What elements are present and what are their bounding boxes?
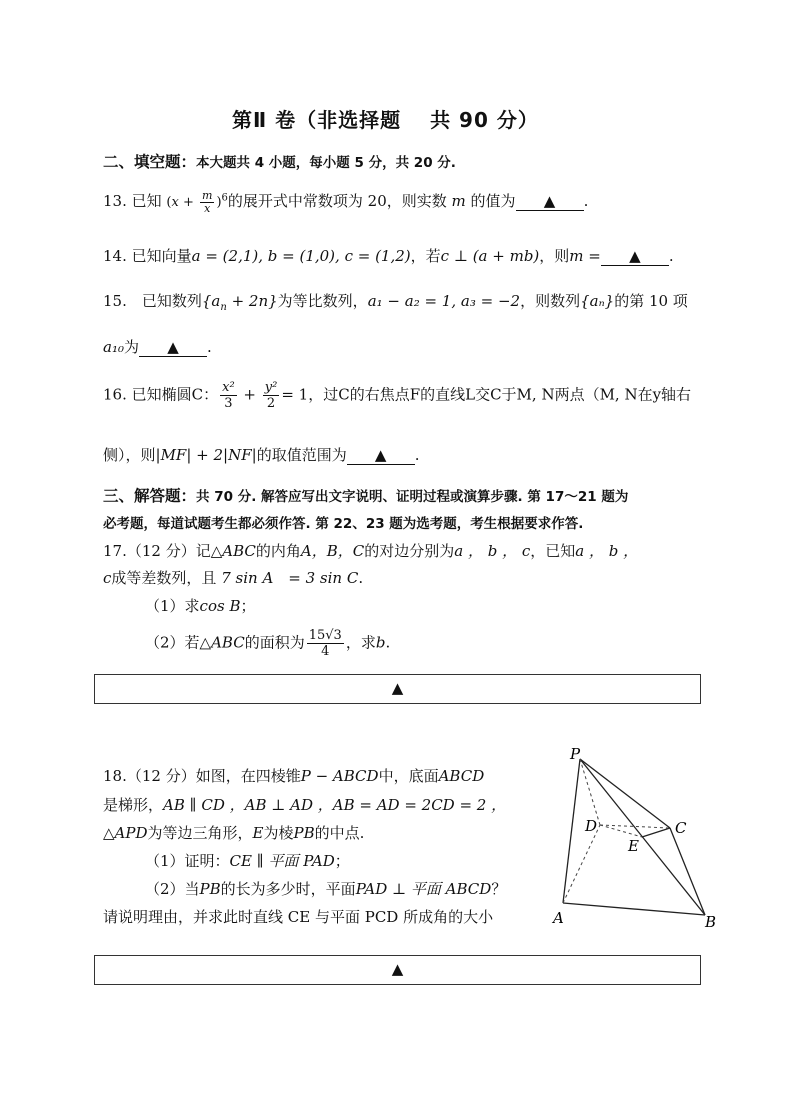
q13-exponent: 6 [221,192,228,204]
q15-seq1 [201,292,278,313]
q17-part2-label: （2）若△ [145,633,212,652]
section-3-heading: 三、解答题： [103,487,197,505]
section-2-header [103,150,456,172]
q14-tail: ，则 [539,247,570,265]
q17-answer-box[interactable] [94,674,701,704]
edge-AD [563,825,600,903]
label-A: A [553,909,564,927]
label-E: E [628,837,639,855]
q13-prefix: 13. 已知 [103,192,162,210]
q18-line2-math: AB ∥ CD ，AB ⊥ AD ，AB = AD = 2CD = 2 ， [163,796,507,814]
q18-line1b: 中，底面 [378,767,439,785]
q15-condition: a₁ − a₂ = 1, a₃ = −2 [367,292,521,310]
q15-text1: 为等比数列， [277,292,368,310]
q18-line2: 是梯形， [103,796,164,814]
label-P: P [570,745,581,763]
q16-triangle-mark: ▲ [374,446,387,464]
question-17-line2 [103,567,363,588]
q13-tail: 的值为 [470,192,516,210]
question-17-part1 [145,595,255,616]
q18-answer-box[interactable] [94,955,701,985]
q18-triangle-mark: ▲ [391,960,404,979]
q15-seq1-tail: + 2n} [226,292,278,310]
q17-abc: ABC [222,542,256,560]
q17-part2-text: 的面积为 [244,633,305,652]
q18-line1: 18.（12 分）如图，在四棱锥 [103,767,301,785]
q15-prefix: 15. 已知数列 [103,292,202,310]
q16-frac-y-num: y² [264,380,278,395]
question-16: 16. 已知椭圆C： $\frac{\text{x²}}{3}$ + $\frac{\text{y²}}{2}$ = 1，过C的右焦点F的直线L交C于M, N两点（M, N在y轴右 [103,380,692,411]
q18-part2-math: PAD ⊥ 平面 ABCD [355,880,492,898]
q15-triangle-mark: ▲ [167,338,179,356]
q13-var: m [451,192,466,210]
question-18 [103,765,484,786]
q17-part1-tail: ； [240,597,256,615]
question-18-part2 [145,878,506,899]
q17-line2b: 成等差数列，且 [111,569,217,587]
q18-pb: PB [293,824,315,842]
q13-frac-num: m [202,189,213,202]
q13-fraction [200,190,214,215]
question-15-line2: a₁₀为 ▲ . [103,338,212,356]
q14-cond-prefix: ，若 [410,247,441,265]
q17-part2-var: b [375,633,386,652]
q18-pyramid: P − ABCD [300,767,379,785]
q14-condition: c ⊥ (a + mb) [440,247,540,265]
label-C: C [675,819,687,837]
q14-triangle-mark: ▲ [629,247,641,265]
question-15 [103,290,688,313]
q13-text: 的展开式中常数项为 20，则实数 [227,192,447,210]
q15-seq1-sub: n [220,302,227,313]
q17-part1-expr: cos B [199,597,241,615]
q17-line1d: ，已知 [530,542,576,560]
segment-CE [642,828,670,837]
q15-seq2: {aₙ} [580,292,615,310]
q18-part1-label: （1）证明： [145,852,230,870]
q16-eq: = 1 [281,385,309,404]
q18-e: E [252,824,264,842]
q16-frac-x-num: x² [222,380,235,395]
label-B: B [705,913,717,931]
edge-CB [670,828,705,915]
q18-part2-text: 的长为多少时，平面 [220,880,356,898]
q17-line1: 17.（12 分）记△ [103,542,223,560]
q14-vectors: a = (2,1), b = (1,0), c = (1,2) [191,247,411,265]
pyramid-figure [545,745,725,935]
q18-base: ABCD [438,767,485,785]
q14-prefix: 14. 已知向量 [103,247,192,265]
q16-text1: ，过C的右焦点F的直线L交C于M, N两点（M, N在y轴右 [308,385,692,404]
question-13: 13. 已知 (x + $\frac{m}{x}$ )$^6$的展开式中常数项为 20，则实数 m 的值为 ▲ . [103,189,589,215]
question-17 [103,540,638,561]
q15-a10: a₁₀ [103,338,124,356]
q18-part1-math: CE ∥ 平面 PAD [229,852,335,870]
q16-frac-y [263,380,280,411]
q16-frac-y-den: 2 [266,396,276,411]
question-18-line3 [103,822,364,843]
question-16-line2: 侧），则|MF| + 2|NF|的取值范围为 ▲ . [103,446,420,464]
question-18-line2 [103,794,506,815]
q17-line2c: . [358,569,364,587]
q18-line3c: 的中点. [314,824,365,842]
q17-equation: 7 sin A = 3 sin C [221,569,359,587]
q18-part1-tail: ； [334,852,350,870]
edge-PD [580,759,600,825]
q18-part2-pb: PB [199,880,221,898]
segment-DE [600,825,642,837]
q17-line1b: 的内角 [255,542,301,560]
question-17-part2 [145,628,390,659]
q17-line2a: c [103,569,112,587]
q16-text3: 的取值范围为 [256,446,347,464]
q18-line3-math: △APD [103,824,148,842]
q17-sides2: a ， b ， [575,542,639,560]
q17-area-fraction [307,628,344,659]
question-18-line-last: 请说明理由，并求此时直线 CE 与平面 PCD 所成角的大小 [103,908,494,926]
label-D: D [585,817,598,835]
q15-seq1-a: {a [201,292,221,310]
question-14: 14. 已知向量a = (2,1), b = (1,0), c = (1,2)，若c ⊥ (a + mb)，则m = ▲ . [103,247,674,265]
q18-part2-tail: ？ [491,880,507,898]
section-3-header [103,484,628,506]
q13-triangle-mark: ▲ [543,192,556,210]
q16-prefix: 16. 已知椭圆C： [103,385,219,404]
q17-area-den: 4 [321,644,330,659]
q13-frac-den: x [204,202,211,215]
q15-text4: 为 [123,338,139,356]
section-3-note-2: 必考题，每道试题考生都必须作答. 第 22、23 题为选考题，考生根据要求作答. [103,516,584,532]
q16-frac-x-den: 3 [224,396,233,411]
q15-text3: 的第 10 项 [614,292,688,310]
section-2-heading: 二、填空题： [103,153,197,171]
section-3-note-1: 共 70 分. 解答应写出文字说明、证明过程或演算步骤. 第 17～21 题为 [196,489,629,505]
q17-part2-abc: ABC [211,633,245,652]
q13-answer-blank[interactable] [516,192,584,211]
q18-part2-label: （2）当 [145,880,200,898]
q18-line3b: 为棱 [263,824,294,842]
q17-angles: A，B，C [300,542,365,560]
q16-text2: 侧），则 [103,446,156,464]
q15-answer-blank[interactable] [139,338,207,357]
section-2-note: 本大题共 4 小题，每小题 5 分，共 20 分. [196,155,456,171]
question-18-part1 [145,850,350,871]
q17-part1-label: （1）求 [145,597,200,615]
q14-answer-blank[interactable] [601,247,669,266]
q18-line3: 为等边三角形， [147,824,253,842]
q13-x: x [171,195,179,210]
q17-sides: a ， b ， c [454,542,531,560]
q17-part2-tail: ，求 [345,633,376,652]
q14-var: m = [569,247,601,265]
edge-AB [563,903,705,915]
page-title: 第Ⅱ 卷（非选择题 共 90 分） [232,108,539,132]
q13-binomial: (x + $\frac{m}{x}$ )$^6$ [166,189,228,215]
q17-triangle-mark: ▲ [391,679,404,698]
q17-part2-end: . [385,633,391,652]
q17-area-num: 15√3 [308,628,342,643]
q16-frac-x [220,380,237,411]
q17-line1c: 的对边分别为 [364,542,455,560]
q15-text2: ，则数列 [520,292,581,310]
q16-expr: |MF| + 2|NF| [155,446,257,464]
edge-PA [563,759,580,903]
q16-answer-blank[interactable] [347,446,415,465]
